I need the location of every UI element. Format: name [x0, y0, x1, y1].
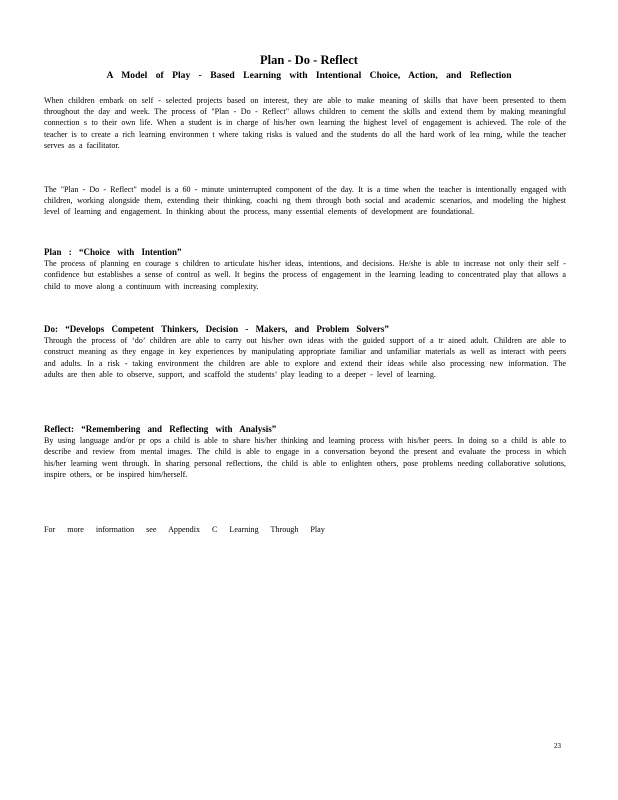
intro-paragraph-1: When children embark on self - selected projects based on interest, they are able to make meaning of skills that have been presented to them throughout the day and week. The process of "Plan - Do - Reflect" allows children to cement the skills and extend them by making meaningful connection s to their own life. When a student is in charge of his/her own learning the highest level of engagement is achieved. The role of the teacher is to create a rich learning environmen t where taking risks is valued and the students do all the hard work of lea rning, while the teacher serves as a facilitator. — [44, 96, 566, 150]
section-plan — [44, 247, 566, 292]
page-number: 23 — [554, 742, 561, 750]
page-title: Plan - Do - Reflect — [260, 53, 358, 67]
page-subtitle: A Model of Play - Based Learning with Intentional Choice, Action, and Reflection — [106, 70, 512, 81]
section-do — [44, 324, 566, 380]
section-heading-do: Do: “Develops Competent Thinkers, Decision - Makers, and Problem Solvers” — [44, 324, 389, 334]
section-body-plan: The process of planning en courage s children to articulate his/her ideas, intentions, and decisions. He/she is able to increase not only their self - confidence but establishes a sense of control as well. It begins the process of engagement in the learning leading to concentrated play that allows a child to move along a continuum with increasing complexity. — [44, 259, 567, 291]
intro-paragraph-2: The "Plan - Do - Reflect" model is a 60 - minute uninterrupted component of the day. It is a time when the teacher is intentionally engaged with children, working alongside them, extending their thinking, coachi ng them through both social and academic scenarios, and modeling the highest level of learning and engagement. In thinking about the process, many essential elements of development are foundational. — [44, 185, 566, 217]
section-body-do: Through the process of ‘do’ children are able to carry out his/her own ideas with the guided support of a tr ained adult. Children are able to construct meaning as they engage in key experiences by manipulating appropriate familiar and unfamiliar materials as well as interact with peers and adults. In a risk - taking environment the children are able to explore and extend their ideas while also processing new information. The adults are then able to observe, support, and scaffold the students’ play leading to a deeper - level of learning. — [44, 336, 566, 379]
section-heading-plan: Plan : “Choice with Intention” — [44, 247, 182, 257]
footer-note: For more information see Appendix C Learning Through Play — [44, 525, 325, 534]
section-heading-reflect: Reflect: “Remembering and Reflecting with Analysis” — [44, 424, 277, 434]
section-reflect — [44, 424, 566, 480]
section-body-reflect: By using language and/or pr ops a child is able to share his/her thinking and learning process with his/her peers. In doing so a child is able to describe and review from mental images. The child is able to engage in a conversation beyond the present and evaluate the process in which his/her learning went through. In sharing personal reflections, the child is able to enlighten others, pose problems needing collaborative solutions, inspire others, or be inspired him/herself. — [44, 436, 566, 479]
